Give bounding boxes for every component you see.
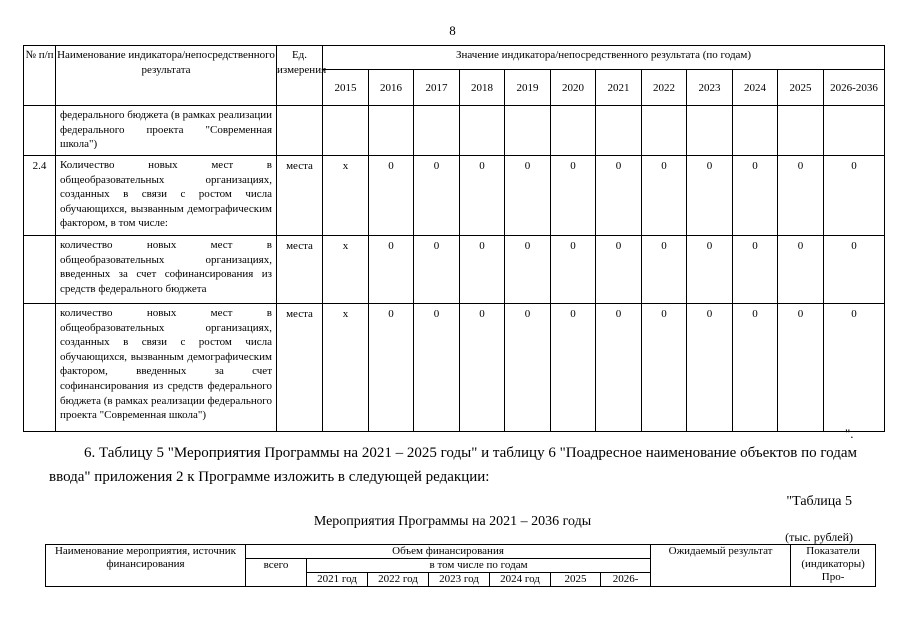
row-value: 0 [778,156,824,236]
row-value: 0 [778,236,824,304]
row-name: количество новых мест в общеобразовательных организациях, введенных за счет софинансирования из средств федерального бюджета [56,236,277,304]
row-value: 0 [733,304,778,432]
table-label: "Таблица 5 [786,494,852,509]
row-value: 0 [414,156,460,236]
row-value [687,106,733,156]
header-name: Наименование индикатора/непосредственного результата [56,46,277,106]
row-value [505,106,551,156]
t2-header-funding: Объем финансирования [246,545,651,559]
unit-note: (тыс. рублей) [785,530,853,544]
row-name: Количество новых мест в общеобразовательных организациях, созданных в связи с ростом числа обучающихся, вызванным демографическим фактором, в том числе: [56,156,277,236]
header-year: 2018 [460,70,505,106]
row-value: x [323,304,369,432]
row-unit: места [277,156,323,236]
row-value: 0 [642,156,687,236]
row-number [24,106,56,156]
row-value: 0 [414,304,460,432]
page-number: 8 [449,23,456,38]
row-value: 0 [460,236,505,304]
table-row [24,156,885,236]
t2-header-year: 2021 год [307,573,368,587]
row-value: x [323,156,369,236]
row-value: 0 [460,304,505,432]
header-year: 2024 [733,70,778,106]
row-value [551,106,596,156]
row-value: 0 [733,156,778,236]
row-value: 0 [551,236,596,304]
row-value: 0 [505,236,551,304]
header-year: 2020 [551,70,596,106]
row-unit [277,106,323,156]
amendment-paragraph: 6. Таблицу 5 "Мероприятия Программы на 2021 – 2025 годы" и таблицу 6 "Поадресное наименование объектов по годам ввода" приложения 2 к Программе изложить в следующей редакции: [49,445,857,485]
row-value: 0 [369,156,414,236]
row-value: x [323,236,369,304]
header-year: 2017 [414,70,460,106]
row-value: 0 [733,236,778,304]
row-value: 0 [551,304,596,432]
row-value [369,106,414,156]
row-value: 0 [824,236,885,304]
row-value: 0 [505,304,551,432]
header-year: 2026-2036 [824,70,885,106]
row-value: 0 [824,156,885,236]
row-name: федерального бюджета (в рамках реализации федерального проекта "Современная школа") [56,106,277,156]
header-year: 2021 [596,70,642,106]
row-value: 0 [642,304,687,432]
row-value [323,106,369,156]
table-row [24,236,885,304]
header-values-group: Значение индикатора/непосредственного результата (по годам) [323,46,885,70]
row-value: 0 [596,236,642,304]
row-value [778,106,824,156]
row-value [596,106,642,156]
t2-header-year: 2025 [551,573,601,587]
row-value: 0 [505,156,551,236]
row-value: 0 [687,156,733,236]
indicators-table [23,45,885,432]
row-value: 0 [369,236,414,304]
t2-header-name: Наименование мероприятия, источник финансирования [46,545,246,587]
row-value: 0 [369,304,414,432]
t2-header-year: 2024 год [490,573,551,587]
header-year: 2022 [642,70,687,106]
row-unit: места [277,304,323,432]
row-value: 0 [596,156,642,236]
header-year: 2023 [687,70,733,106]
t2-header-by-year: в том числе по годам [307,559,651,573]
row-value: 0 [824,304,885,432]
measures-table [45,544,876,587]
row-value [824,106,885,156]
row-value [460,106,505,156]
row-value: 0 [414,236,460,304]
header-year: 2025 [778,70,824,106]
row-unit: места [277,236,323,304]
row-name: количество новых мест в общеобразовательных организациях, созданных в связи с ростом числа обучающихся, вызванным демографическим фактором, введенных за счет софинансирования из средств федерального бюджета (в рамках реализации федерального проекта "Современная школа") [56,304,277,432]
t2-header-total: всего [246,559,307,587]
row-value: 0 [642,236,687,304]
t2-header-year: 2023 год [429,573,490,587]
row-value: 0 [460,156,505,236]
t2-header-year: 2022 год [368,573,429,587]
header-year: 2016 [369,70,414,106]
t2-header-expected: Ожидаемый результат [651,545,791,587]
header-year: 2019 [505,70,551,106]
t2-header-year: 2026- [601,573,651,587]
t2-header-indicators: Показатели (индикаторы) Про- [791,545,876,587]
header-num: № п/п [24,46,56,106]
end-quote: ". [845,426,854,441]
row-value [642,106,687,156]
row-number [24,236,56,304]
row-value: 0 [687,236,733,304]
row-value: 0 [687,304,733,432]
row-value [414,106,460,156]
row-number [24,304,56,432]
header-year: 2015 [323,70,369,106]
row-value [733,106,778,156]
table-row [24,106,885,156]
row-value: 0 [596,304,642,432]
row-value: 0 [778,304,824,432]
row-value: 0 [551,156,596,236]
row-number: 2.4 [24,156,56,236]
header-unit: Ед. измерения [277,46,323,106]
table-title: Мероприятия Программы на 2021 – 2036 годы [313,514,592,529]
table-row [24,304,885,432]
